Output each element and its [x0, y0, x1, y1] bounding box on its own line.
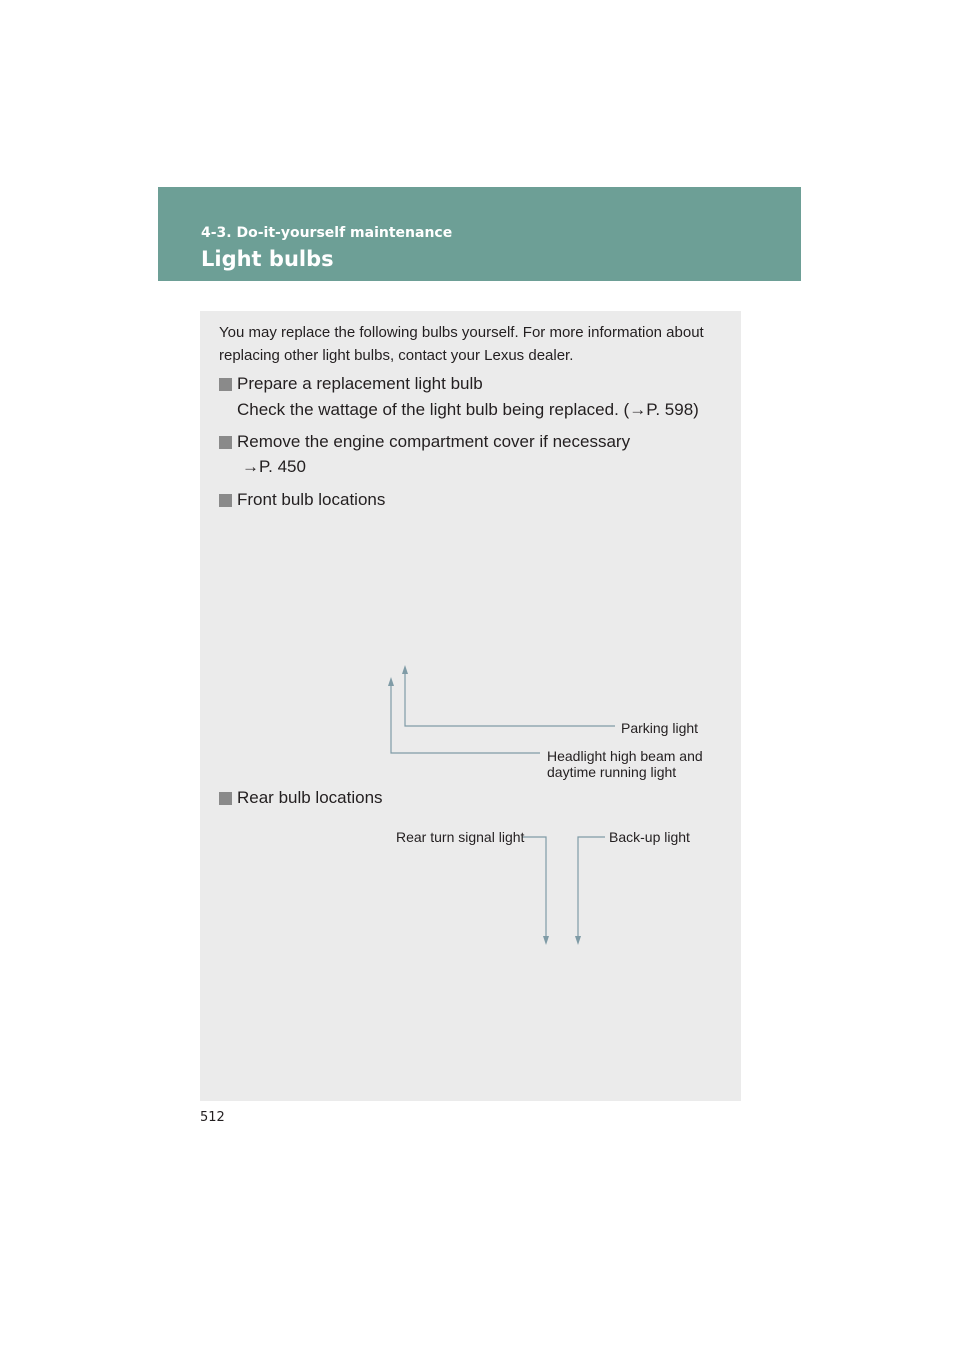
page-reference-link[interactable]: P. 450	[259, 457, 306, 476]
arrowhead-down	[543, 936, 549, 945]
arrowhead-up	[402, 665, 408, 674]
headlight-label-line2: daytime running light	[547, 764, 677, 780]
page-reference-link[interactable]: P. 598	[646, 400, 694, 419]
arrow-right-icon: →	[629, 400, 647, 419]
heading-remove-text: Remove the engine compartment cover if necessary	[237, 432, 631, 451]
bullet-square-icon	[219, 792, 232, 805]
page-title: Light bulbs	[201, 247, 334, 271]
headlight-label-line1: Headlight high beam and	[547, 748, 703, 764]
parking-light-label: Parking light	[621, 720, 699, 736]
heading-prepare-text: Prepare a replacement light bulb	[237, 374, 483, 393]
parking-light-leader	[405, 669, 615, 726]
heading-rear	[219, 788, 383, 808]
prepare-body-close: )	[693, 400, 699, 419]
headlight-leader	[391, 681, 540, 753]
arrowhead-up	[388, 677, 394, 686]
leader-lines	[200, 311, 741, 1101]
backup-leader	[578, 837, 605, 939]
arrow-right-icon: →	[242, 457, 259, 476]
heading-rear-text: Rear bulb locations	[237, 788, 383, 807]
prepare-body-text: Check the wattage of the light bulb being replaced. (	[237, 400, 630, 419]
arrowhead-down	[575, 936, 581, 945]
section-header-banner	[158, 187, 801, 281]
back-up-light-label: Back-up light	[609, 829, 690, 845]
rear-turn-leader	[522, 837, 546, 939]
heading-front-text: Front bulb locations	[237, 490, 386, 509]
page-number: 512	[200, 1110, 225, 1125]
content-box	[200, 311, 741, 1101]
intro-text: You may replace the following bulbs yourself. For more information about replacing other light bulbs, contact your Lexus dealer.	[219, 324, 704, 364]
rear-turn-signal-label: Rear turn signal light	[396, 829, 525, 845]
section-label: 4-3. Do-it-yourself maintenance	[201, 225, 453, 241]
